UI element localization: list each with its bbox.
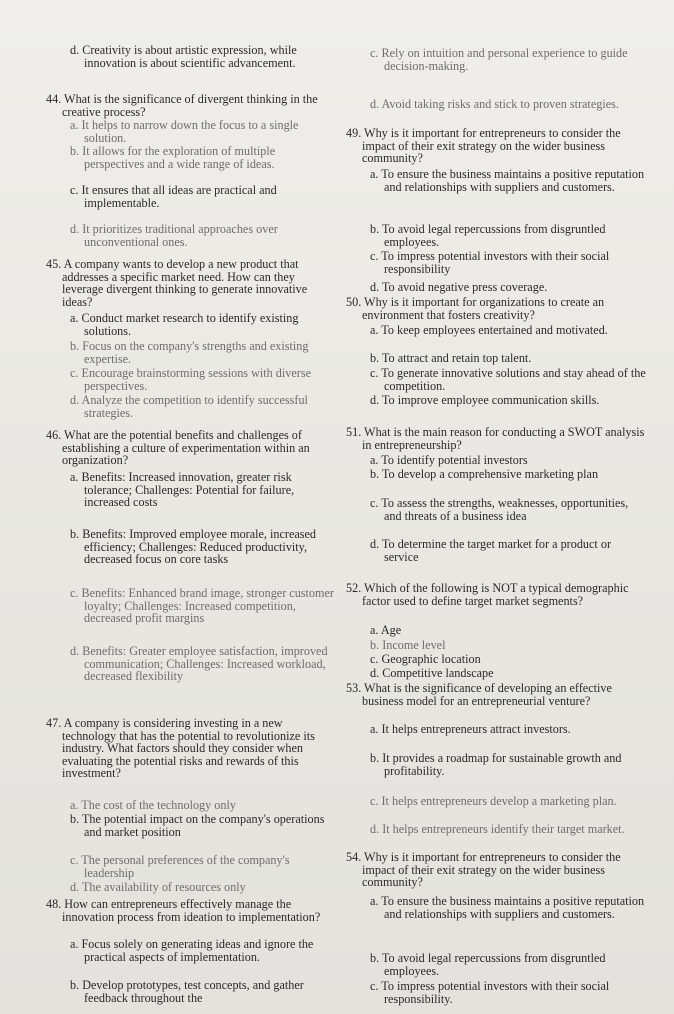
q44-option-a: a. It helps to narrow down the focus to a single solution. [70,118,299,145]
q49-option-d: d. To avoid negative press coverage. [370,280,548,294]
q48-option-d: d. Avoid taking risks and stick to proven strategies. [370,97,619,111]
q44-option-c: c. It ensures that all ideas are practical and implementable. [70,183,277,210]
question-51: 51. What is the main reason for conducting a SWOT analysis in entrepreneurship? [346,425,645,452]
question-45: 45. A company wants to develop a new product that addresses a specific market need. How can they leverage divergent thinking to generate innovative ideas? [46,257,308,309]
q53-option-a: a. It helps entrepreneurs attract investors. [370,722,571,736]
q54-option-a: a. To ensure the business maintains a positive reputation and relationships with suppliers and customers. [370,894,645,921]
q53-option-b: b. It provides a roadmap for sustainable growth and profitability. [370,751,622,778]
q46-option-b: b. Benefits: Improved employee morale, increased efficiency; Challenges: Reduced productivity, decreased focus on core tasks [70,527,317,567]
question-53: 53. What is the significance of developing an effective business model for an entrepreneurial venture? [346,681,612,708]
q54-option-c: c. To impress potential investors with their social responsibility. [370,979,610,1006]
question-48: 48. How can entrepreneurs effectively manage the innovation process from ideation to implementation? [46,897,321,924]
q45-option-b: b. Focus on the company's strengths and existing expertise. [70,339,309,366]
question-52: 52. Which of the following is NOT a typical demographic factor used to define target market segments? [346,581,629,608]
q52-option-c: c. Geographic location [370,652,481,666]
question-54: 54. Why is it important for entrepreneurs to consider the impact of their exit strategy on the wider business community? [346,850,621,890]
question-46: 46. What are the potential benefits and challenges of establishing a culture of experimentation within an organization? [46,428,310,468]
q49-option-b: b. To avoid legal repercussions from disgruntled employees. [370,222,606,249]
q51-option-c: c. To assess the strengths, weaknesses, opportunities, and threats of a business idea [370,496,629,523]
question-49: 49. Why is it important for entrepreneurs to consider the impact of their exit strategy on the wider business community? [346,126,621,166]
q46-option-a: a. Benefits: Increased innovation, greater risk tolerance; Challenges: Potential for failure, increased costs [70,470,295,510]
q54-option-b: b. To avoid legal repercussions from disgruntled employees. [370,951,606,978]
question-50: 50. Why is it important for organizations to create an environment that fosters creativity? [346,295,605,322]
q47-option-a: a. The cost of the technology only [70,798,236,812]
q50-option-d: d. To improve employee communication skills. [370,393,600,407]
q51-option-b: b. To develop a comprehensive marketing plan [370,467,599,481]
q50-option-b: b. To attract and retain top talent. [370,351,532,365]
q51-option-a: a. To identify potential investors [370,453,528,467]
q48-option-c: c. Rely on intuition and personal experience to guide decision-making. [370,46,628,73]
q50-option-a: a. To keep employees entertained and motivated. [370,323,608,337]
q48-option-b: b. Develop prototypes, test concepts, and gather feedback throughout the [70,978,304,1005]
q44-option-b: b. It allows for the exploration of multiple perspectives and a wide range of ideas. [70,144,276,171]
q45-option-a: a. Conduct market research to identify existing solutions. [70,311,299,338]
q52-option-a: a. Age [370,623,402,637]
q45-option-c: c. Encourage brainstorming sessions with diverse perspectives. [70,366,311,393]
q52-option-d: d. Competitive landscape [370,666,494,680]
q49-option-c: c. To impress potential investors with their social responsibility [370,249,610,276]
q47-option-b: b. The potential impact on the company's operations and market position [70,812,325,839]
q46-option-d: d. Benefits: Greater employee satisfaction, improved communication; Challenges: Increased workload, decreased flexibility [70,644,328,684]
question-44: 44. What is the significance of divergent thinking in the creative process? [46,92,318,119]
q44-option-d: d. It prioritizes traditional approaches over unconventional ones. [70,222,278,249]
q49-option-a: a. To ensure the business maintains a positive reputation and relationships with suppliers and customers. [370,167,645,194]
q53-option-d: d. It helps entrepreneurs identify their target market. [370,822,625,836]
q47-option-c: c. The personal preferences of the company's leadership [70,853,290,880]
q51-option-d: d. To determine the target market for a product or service [370,537,612,564]
q47-option-d: d. The availability of resources only [70,880,246,894]
q48-option-a: a. Focus solely on generating ideas and ignore the practical aspects of implementation. [70,937,314,964]
q50-option-c: c. To generate innovative solutions and stay ahead of the competition. [370,366,646,393]
question-47: 47. A company is considering investing in a new technology that has the potential to revolutionize its industry. What factors should they consider when evaluating the potential risks and rewards of this investment? [46,716,315,781]
q52-option-b: b. Income level [370,638,446,652]
q53-option-c: c. It helps entrepreneurs develop a marketing plan. [370,794,617,808]
q45-option-d: d. Analyze the competition to identify successful strategies. [70,393,308,420]
q46-option-c: c. Benefits: Enhanced brand image, stronger customer loyalty; Challenges: Increased competition, decreased profit margins [70,586,334,626]
q43-option-d: d. Creativity is about artistic expression, while innovation is about scientific advancement. [70,43,297,70]
